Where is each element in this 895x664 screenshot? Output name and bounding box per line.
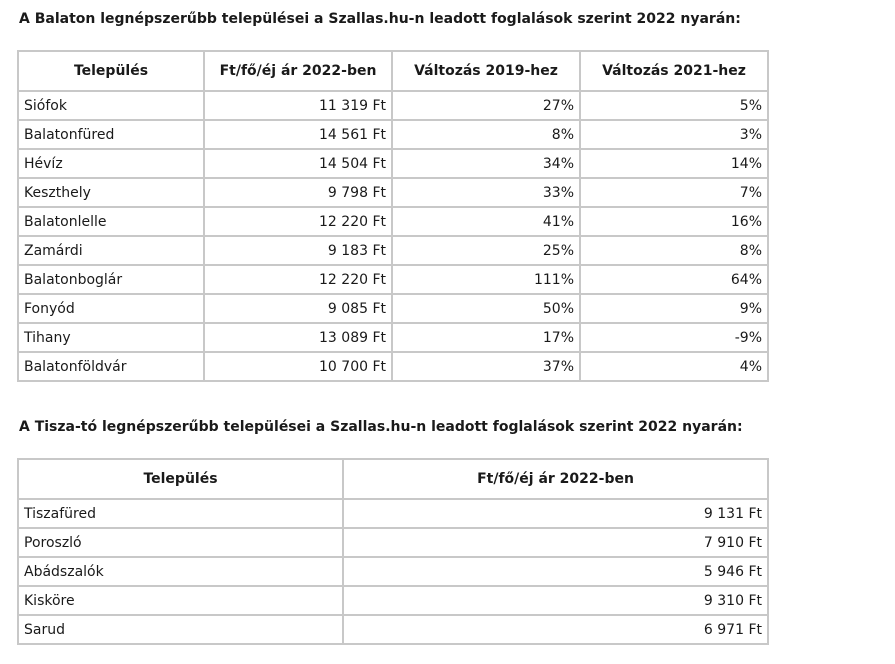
table-header-row bbox=[18, 51, 768, 91]
settlement-cell: Hévíz bbox=[18, 149, 204, 178]
change-2021-cell: 16% bbox=[580, 207, 768, 236]
settlement-cell: Keszthely bbox=[18, 178, 204, 207]
price-cell: 13 089 Ft bbox=[204, 323, 392, 352]
price-cell: 7 910 Ft bbox=[343, 528, 768, 557]
table-row bbox=[18, 352, 768, 381]
change-2019-cell: 17% bbox=[392, 323, 580, 352]
settlement-cell: Tihany bbox=[18, 323, 204, 352]
change-2019-cell: 37% bbox=[392, 352, 580, 381]
price-cell: 14 561 Ft bbox=[204, 120, 392, 149]
table-row bbox=[18, 207, 768, 236]
settlement-cell: Poroszló bbox=[18, 528, 343, 557]
table-row bbox=[18, 149, 768, 178]
change-2019-cell: 41% bbox=[392, 207, 580, 236]
table-row bbox=[18, 586, 768, 615]
settlement-cell: Kisköre bbox=[18, 586, 343, 615]
settlement-cell: Zamárdi bbox=[18, 236, 204, 265]
change-2019-cell: 50% bbox=[392, 294, 580, 323]
tisza-heading: A Tisza-tó legnépszerűbb települései a Szallas.hu-n leadott foglalások szerint 2022 nyarán: bbox=[19, 419, 743, 435]
tisza-table bbox=[17, 458, 769, 645]
table-row bbox=[18, 615, 768, 644]
settlement-cell: Balatonfüred bbox=[18, 120, 204, 149]
balaton-table bbox=[17, 50, 769, 382]
settlement-cell: Sarud bbox=[18, 615, 343, 644]
table-row bbox=[18, 323, 768, 352]
column-header-price: Ft/fő/éj ár 2022-ben bbox=[204, 51, 392, 91]
change-2021-cell: 8% bbox=[580, 236, 768, 265]
price-cell: 11 319 Ft bbox=[204, 91, 392, 120]
price-cell: 12 220 Ft bbox=[204, 265, 392, 294]
price-cell: 6 971 Ft bbox=[343, 615, 768, 644]
change-2021-cell: 14% bbox=[580, 149, 768, 178]
change-2019-cell: 8% bbox=[392, 120, 580, 149]
settlement-cell: Balatonboglár bbox=[18, 265, 204, 294]
change-2019-cell: 27% bbox=[392, 91, 580, 120]
price-cell: 9 798 Ft bbox=[204, 178, 392, 207]
table-row bbox=[18, 120, 768, 149]
table-row bbox=[18, 91, 768, 120]
column-header-settlement: Település bbox=[18, 51, 204, 91]
table-row bbox=[18, 294, 768, 323]
price-cell: 14 504 Ft bbox=[204, 149, 392, 178]
table-row bbox=[18, 528, 768, 557]
change-2021-cell: 5% bbox=[580, 91, 768, 120]
settlement-cell: Balatonföldvár bbox=[18, 352, 204, 381]
change-2021-cell: 4% bbox=[580, 352, 768, 381]
change-2021-cell: 3% bbox=[580, 120, 768, 149]
price-cell: 9 085 Ft bbox=[204, 294, 392, 323]
price-cell: 9 131 Ft bbox=[343, 499, 768, 528]
table-row bbox=[18, 178, 768, 207]
settlement-cell: Fonyód bbox=[18, 294, 204, 323]
balaton-heading: A Balaton legnépszerűbb települései a Szallas.hu-n leadott foglalások szerint 2022 nyarán: bbox=[19, 11, 741, 27]
settlement-cell: Balatonlelle bbox=[18, 207, 204, 236]
change-2019-cell: 33% bbox=[392, 178, 580, 207]
table-row bbox=[18, 236, 768, 265]
settlement-cell: Abádszalók bbox=[18, 557, 343, 586]
table-row bbox=[18, 499, 768, 528]
change-2021-cell: -9% bbox=[580, 323, 768, 352]
table-row bbox=[18, 557, 768, 586]
price-cell: 5 946 Ft bbox=[343, 557, 768, 586]
settlement-cell: Siófok bbox=[18, 91, 204, 120]
change-2019-cell: 111% bbox=[392, 265, 580, 294]
change-2021-cell: 7% bbox=[580, 178, 768, 207]
column-header-change-2019: Változás 2019-hez bbox=[392, 51, 580, 91]
change-2019-cell: 25% bbox=[392, 236, 580, 265]
column-header-price: Ft/fő/éj ár 2022-ben bbox=[343, 459, 768, 499]
table-row bbox=[18, 265, 768, 294]
price-cell: 9 183 Ft bbox=[204, 236, 392, 265]
change-2021-cell: 9% bbox=[580, 294, 768, 323]
settlement-cell: Tiszafüred bbox=[18, 499, 343, 528]
price-cell: 12 220 Ft bbox=[204, 207, 392, 236]
column-header-change-2021: Változás 2021-hez bbox=[580, 51, 768, 91]
change-2019-cell: 34% bbox=[392, 149, 580, 178]
table-header-row bbox=[18, 459, 768, 499]
change-2021-cell: 64% bbox=[580, 265, 768, 294]
price-cell: 10 700 Ft bbox=[204, 352, 392, 381]
price-cell: 9 310 Ft bbox=[343, 586, 768, 615]
column-header-settlement: Település bbox=[18, 459, 343, 499]
